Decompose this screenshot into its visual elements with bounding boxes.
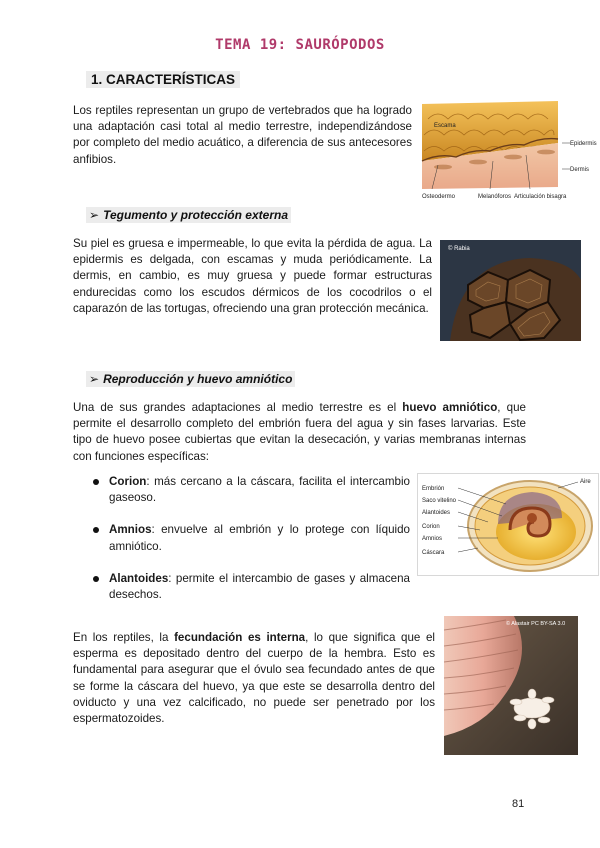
tegumento-paragraph: Su piel es gruesa e impermeable, lo que evita la pérdida de agua. La epidermis es delgada, con escamas y muda periódicamente. La dermis, en cambio, es muy gruesa y puede formar estructuras endurecidas como los escudos dérmicos de los cocodrilos o el caparazón de las tortugas, ofreciendo una gran protección mecánica. xyxy=(73,237,432,315)
fecundacion-paragraph xyxy=(73,630,435,727)
reproduccion-paragraph xyxy=(73,400,526,465)
membrane-list xyxy=(92,474,410,619)
skin-label-escama: Escama xyxy=(434,123,456,129)
fecundacion-a: En los reptiles, la xyxy=(73,631,175,644)
turtle-shell-image xyxy=(440,240,581,341)
organ-caption: © Alastair PC BY-SA 3.0 xyxy=(506,621,566,627)
amniotic-egg-diagram xyxy=(418,474,598,575)
arrow-icon: ➢ xyxy=(89,208,100,222)
egg-label-corion: Corion xyxy=(422,524,440,530)
bullet-icon xyxy=(93,479,99,485)
list-item xyxy=(92,522,410,554)
subheading-reproduccion xyxy=(86,371,295,387)
skin-label-epidermis: Epidermis xyxy=(570,141,597,147)
subheading-tegumento-label: Tegumento y protección externa xyxy=(103,208,288,222)
egg-label-embrion: Embrión xyxy=(422,486,445,492)
page-number: 81 xyxy=(512,798,525,810)
skin-diagram xyxy=(418,99,597,203)
egg-label-amnios: Amnios xyxy=(422,536,443,542)
page-title: TEMA 19: SAURÓPODOS xyxy=(215,37,385,53)
membrane-text: : permite el intercambio de gases y almacena desechos. xyxy=(109,571,410,602)
bullet-icon xyxy=(93,527,99,533)
huevo-amniotico-term: huevo amniótico xyxy=(402,401,498,414)
membrane-term: Amnios xyxy=(109,523,152,537)
membrane-text: : más cercano a la cáscara, facilita el intercambio gaseoso. xyxy=(109,475,410,505)
egg-label-alantoides: Alantoides xyxy=(422,510,451,516)
egg-label-cascara: Cáscara xyxy=(422,550,445,556)
section-heading: 1. CARACTERÍSTICAS xyxy=(86,71,240,88)
skin-label-dermis: Dermis xyxy=(570,167,589,173)
fecundacion-term: fecundación es interna xyxy=(174,631,306,644)
list-item xyxy=(92,474,410,506)
bullet-icon xyxy=(93,576,99,582)
skin-diagram-figure xyxy=(418,99,597,203)
egg-label-saco: Saco vitelino xyxy=(422,498,457,504)
list-item xyxy=(92,571,410,603)
fecundacion-b: , lo que significa que el esperma es depositado dentro del cuerpo de la hembra. Esto es fundamental para asegurar que el óvulo sea fecundado antes de que se forme la cáscara del huevo, ya que este se desarrolla dentro del oviducto y una vez calcificado, no puede ser penetrado por los espermatozoides. xyxy=(73,631,436,726)
reproduccion-intro-a: Una de sus grandes adaptaciones al medio terrestre es el xyxy=(73,401,403,414)
skin-label-articulacion: Articulación bisagra xyxy=(514,194,567,200)
amniotic-egg-figure xyxy=(417,473,599,576)
intro-paragraph: Los reptiles representan un grupo de vertebrados que ha logrado una adaptación casi total al medio terrestre, independizándose por completo del medio acuático, a diferencia de sus antecesores anfibios. xyxy=(73,104,412,166)
egg-label-aire: Aire xyxy=(580,479,591,485)
membrane-term: Alantoides xyxy=(109,571,169,585)
subheading-reproduccion-label: Reproducción y huevo amniótico xyxy=(103,372,293,386)
reproduccion-intro-b: , que permite el desarrollo completo del embrión fuera del agua y sin fases larvarias. Este tipo de huevo posee cubiertas que evitan la desecación, y varias membranas internas con funciones específicas: xyxy=(73,401,526,463)
membrane-text: : envuelve al embrión y lo protege con líquido amniótico. xyxy=(109,523,410,553)
skin-label-melanoforos: Melanóforos xyxy=(478,194,512,200)
shell-caption: © Rabia xyxy=(448,246,470,252)
arrow-icon: ➢ xyxy=(89,372,100,386)
reproductive-organ-image xyxy=(444,616,578,755)
subheading-tegumento xyxy=(86,207,291,223)
turtle-shell-photo xyxy=(440,240,581,341)
skin-label-osteodermo: Osteodermo xyxy=(422,194,456,200)
membrane-term: Corion xyxy=(109,475,147,488)
reproductive-organ-photo xyxy=(444,616,578,755)
